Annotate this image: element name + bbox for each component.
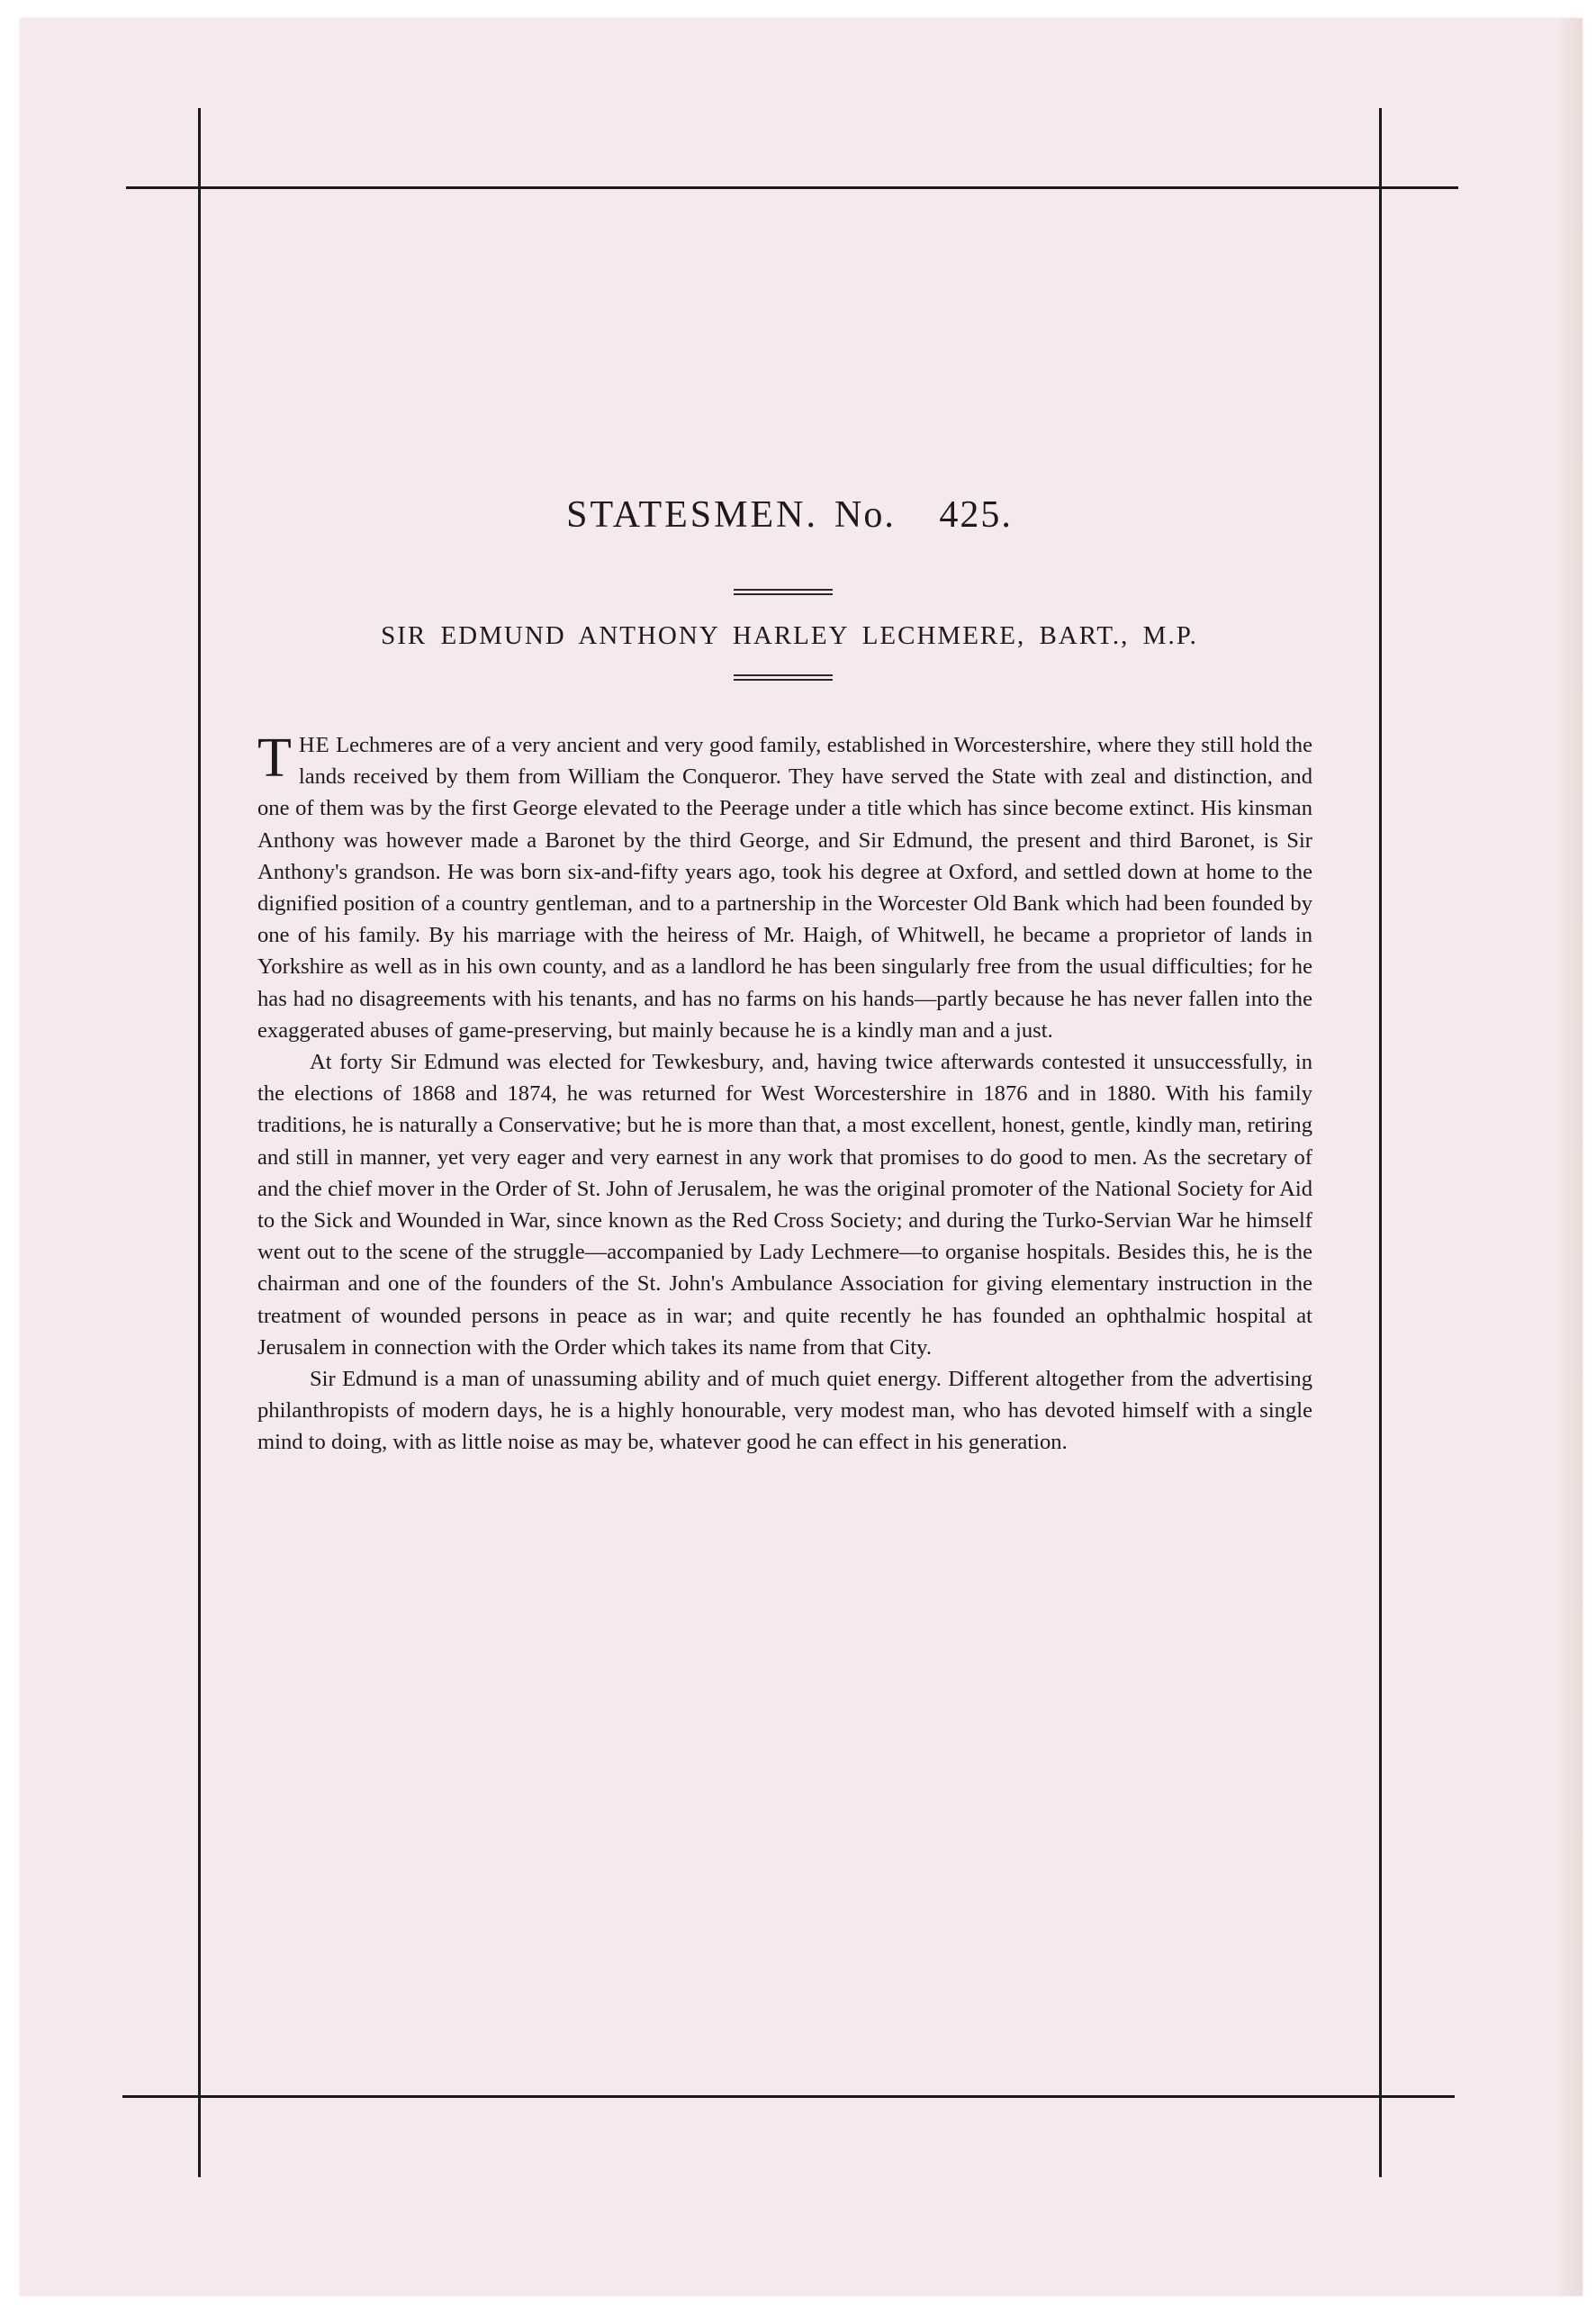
paragraph-2: At forty Sir Edmund was elected for Tewkesbury, and, having twice afterwards contested it unsuccessfully, in the elections of 1868 and 1874, he was returned for West Worcestershire in 1876 and in 1880. With his family traditions, he is naturally a Conservative; but he is more than that, a most excellent, honest, gentle, kindly man, retiring and still in manner, yet very eager and very earnest in any work that promises to do good to men. As the secretary of and the chief mover in the Order of St. John of Jerusalem, he was the original promoter of the National Society for Aid to the Sick and Wounded in War, since known as the Red Cross Society; and during the Turko-Servian War he himself went out to the scene of the struggle—accompanied by Lady Lechmere—to organise hospitals. Besides this, he is the chairman and one of the founders of the St. John's Ambulance Association for giving elementary instruction in the treatment of wounded persons in peace as in war; and quite recently he has founded an ophthalmic hospital at Jerusalem in connection with the Order which takes its name from that City.: [257, 1050, 1312, 1360]
frame-top-rule: [126, 186, 1458, 189]
subject-title: SIR EDMUND ANTHONY HARLEY LECHMERE, BART., M.P.: [381, 621, 1198, 650]
paragraph-1: [257, 729, 1312, 1046]
frame-bottom-rule: [122, 2095, 1455, 2098]
section-heading: [200, 493, 1379, 537]
paragraph-3: Sir Edmund is a man of unassuming ability and of much quiet energy. Different altogether from the advertising philanthropists of modern days, he is a highly honourable, very modest man, who has devoted himself with a single mind to doing, with as little noise as may be, whatever good he can effect in his generation.: [257, 1367, 1312, 1455]
ornamental-rule-lower: [734, 674, 833, 681]
frame-left-rule: [198, 108, 201, 2177]
drop-cap: T: [257, 728, 292, 789]
section-number: No. 425.: [834, 494, 1013, 536]
first-word-rest: HE: [298, 733, 330, 757]
frame-right-rule: [1379, 108, 1382, 2177]
paragraph-1-text: Lechmeres are of a very ancient and very good family, established in Worcestershire, where they still hold the lands received by them from William the Conqueror. They have served the State with zeal and distinction, and one of them was by the first George elevated to the Peerage under a title which has since become extinct. His kinsman Anthony was however made a Baronet by the third George, and Sir Edmund, the present and third Baronet, is Sir Anthony's grandson. He was born six-and-fifty years ago, took his degree at Oxford, and settled down at home to the dignified position of a country gentleman, and to a partnership in the Worcester Old Bank which had been founded by one of his family. By his marriage with the heiress of Mr. Haigh, of Whitwell, he became a proprietor of lands in Yorkshire as well as in his own county, and as a landlord he has been singularly free from the usual difficulties; for he has had no disagreements with his tenants, and has no farms on his hands—partly because he has never fallen into the exaggerated abuses of game-preserving, but mainly because he is a kindly man and a just.: [257, 733, 1312, 1043]
article-body: [257, 729, 1312, 1459]
page-edge: [1559, 18, 1582, 2296]
ornamental-rule-upper: [734, 589, 833, 595]
section-title: STATESMEN.: [566, 494, 818, 536]
